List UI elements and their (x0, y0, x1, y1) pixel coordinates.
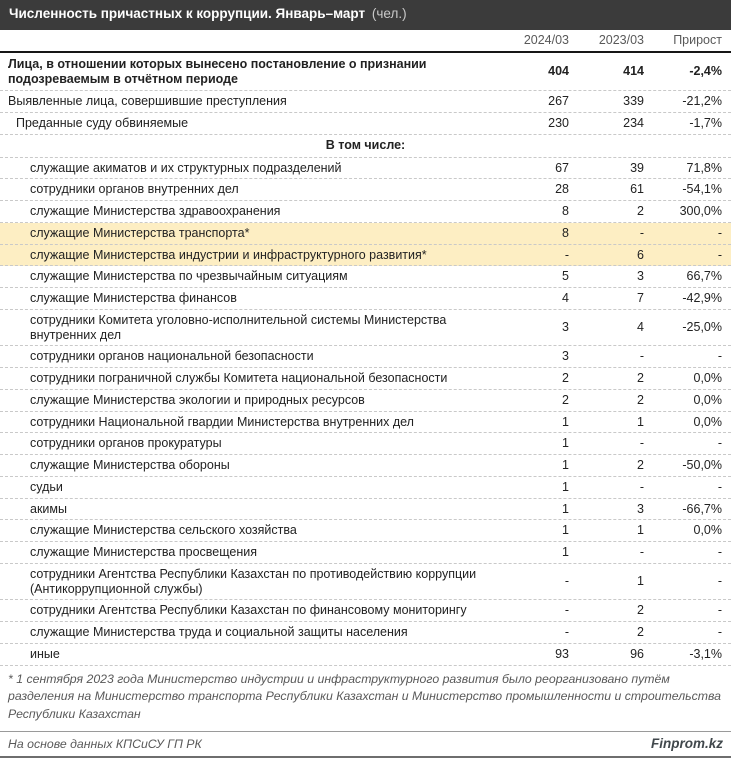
row-label: Лица, в отношении которых вынесено постановление о признании подозреваемым в отчётном периоде (8, 56, 427, 86)
row-value-2024: - (564, 603, 569, 618)
table-row (0, 266, 731, 288)
table-row (0, 499, 731, 521)
row-value-growth: -42,9% (682, 291, 722, 306)
row-label: служащие Министерства сельского хозяйства (30, 523, 297, 538)
row-value-2023: 2 (637, 204, 644, 219)
row-value-growth: - (717, 574, 722, 589)
title-unit: (чел.) (371, 6, 407, 21)
table-row (0, 390, 731, 412)
row-value-2024: 5 (562, 269, 569, 284)
row-label: Выявленные лица, совершившие преступления (8, 94, 287, 109)
table-row (0, 412, 731, 434)
row-value-growth: 71,8% (686, 160, 722, 175)
row-value-growth: -2,4% (689, 64, 722, 79)
row-label: Преданные суду обвиняемые (16, 116, 189, 131)
column-header-2024-03: 2024/03 (523, 32, 569, 47)
row-value-2023: 2 (637, 458, 644, 473)
table-row (0, 520, 731, 542)
row-value-growth: -54,1% (682, 182, 722, 197)
row-value-2024: 1 (562, 436, 569, 451)
table-row (0, 644, 731, 666)
row-value-2023: - (639, 436, 644, 451)
row-value-2024: 1 (562, 414, 569, 429)
row-label: служащие Министерства просвещения (30, 545, 257, 560)
table-row (0, 91, 731, 113)
row-value-2024: 93 (555, 646, 569, 661)
table-row (0, 113, 731, 135)
table-row (0, 245, 731, 267)
row-value-2024: 230 (548, 116, 569, 131)
row-label: сотрудники Национальной гвардии Министерства внутренних дел (30, 414, 414, 429)
row-value-growth: -21,2% (682, 94, 722, 109)
row-value-2024: - (564, 625, 569, 640)
table-row (0, 368, 731, 390)
row-label: сотрудники органов прокуратуры (30, 436, 222, 451)
row-label: сотрудники пограничной службы Комитета национальной безопасности (30, 371, 448, 386)
row-label: сотрудники Комитета уголовно-исполнительной системы Министерства внутренних дел (30, 312, 447, 342)
row-value-growth: - (717, 625, 722, 640)
footer (0, 731, 731, 758)
row-value-2023: 2 (637, 371, 644, 386)
row-value-growth: - (717, 349, 722, 364)
row-value-2024: 267 (548, 94, 569, 109)
row-value-growth: - (717, 225, 722, 240)
row-value-2023: 1 (637, 574, 644, 589)
row-value-2024: 4 (562, 291, 569, 306)
row-value-growth: -3,1% (689, 646, 722, 661)
row-label: иные (30, 646, 60, 661)
row-value-2023: 234 (623, 116, 644, 131)
row-value-growth: -1,7% (689, 116, 722, 131)
title-bar (0, 0, 731, 30)
row-value-2023: 3 (637, 269, 644, 284)
row-value-growth: - (717, 479, 722, 494)
column-header-row (0, 30, 731, 53)
table-row (0, 201, 731, 223)
row-label: служащие Министерства транспорта* (30, 225, 250, 240)
table-row (0, 53, 731, 92)
row-value-2024: 404 (548, 64, 569, 79)
table-row (0, 179, 731, 201)
row-value-2024: 1 (562, 523, 569, 538)
row-value-2023: 39 (630, 160, 644, 175)
row-value-2023: 339 (623, 94, 644, 109)
footnote: * 1 сентября 2023 года Министерство индустрии и инфраструктурного развития было реорганизовано путём разделения на Министерство транспорта Республики Казахстан и Министерство промышленности и строительства Республики Казахстан (8, 671, 721, 722)
row-value-2024: - (564, 574, 569, 589)
row-value-growth: -25,0% (682, 320, 722, 335)
row-label: акимы (30, 501, 67, 516)
row-value-2024: 1 (562, 501, 569, 516)
table-row (0, 600, 731, 622)
row-value-2023: 4 (637, 320, 644, 335)
table-row (0, 288, 731, 310)
row-value-growth: - (717, 436, 722, 451)
row-value-2024: 28 (555, 182, 569, 197)
row-value-2023: 2 (637, 603, 644, 618)
brand-logo: Finprom.kz (650, 736, 723, 752)
row-value-growth: 0,0% (693, 523, 722, 538)
row-value-2023: 3 (637, 501, 644, 516)
table-row (0, 542, 731, 564)
row-value-2023: 414 (623, 64, 644, 79)
table-row (0, 223, 731, 245)
row-value-2024: 1 (562, 479, 569, 494)
table-body (0, 53, 731, 666)
row-label: судьи (30, 479, 63, 494)
row-value-2023: - (639, 225, 644, 240)
column-header-growth: Прирост (673, 32, 722, 47)
row-label: служащие Министерства экологии и природных ресурсов (30, 392, 365, 407)
row-value-2024: 1 (562, 545, 569, 560)
row-value-2023: 61 (630, 182, 644, 197)
row-label: служащие Министерства труда и социальной защиты населения (30, 625, 408, 640)
row-value-growth: -50,0% (682, 458, 722, 473)
row-value-growth: - (717, 603, 722, 618)
table-row (0, 310, 731, 347)
row-value-growth: 0,0% (693, 392, 722, 407)
row-value-2023: 2 (637, 625, 644, 640)
row-value-2023: - (639, 349, 644, 364)
row-value-2024: 8 (562, 225, 569, 240)
row-value-2024: 2 (562, 371, 569, 386)
row-value-2024: 3 (562, 349, 569, 364)
page-title: Численность причастных к коррупции. Январь–март (9, 6, 366, 21)
table-row (0, 433, 731, 455)
row-value-2023: 1 (637, 414, 644, 429)
row-value-2023: 1 (637, 523, 644, 538)
row-value-2023: 6 (637, 247, 644, 262)
row-value-growth: 66,7% (686, 269, 722, 284)
row-label: служащие Министерства финансов (30, 291, 237, 306)
row-value-growth: 0,0% (693, 414, 722, 429)
row-value-2023: 2 (637, 392, 644, 407)
table-row (0, 455, 731, 477)
table-row (0, 477, 731, 499)
row-value-2024: 3 (562, 320, 569, 335)
row-value-growth: -66,7% (682, 501, 722, 516)
table-row (0, 622, 731, 644)
row-value-2024: - (564, 247, 569, 262)
row-label: служащие акиматов и их структурных подразделений (30, 160, 342, 175)
source-note: На основе данных КПСиСУ ГП РК (8, 736, 202, 751)
table-row (0, 158, 731, 180)
row-value-2024: 8 (562, 204, 569, 219)
row-value-growth: - (717, 247, 722, 262)
row-value-2023: 96 (630, 646, 644, 661)
row-label: служащие Министерства обороны (30, 458, 230, 473)
row-label: сотрудники органов внутренних дел (30, 182, 239, 197)
table-row (0, 346, 731, 368)
column-header-2023-03: 2023/03 (598, 32, 644, 47)
row-value-2024: 67 (555, 160, 569, 175)
row-value-2024: 2 (562, 392, 569, 407)
row-label: служащие Министерства по чрезвычайным ситуациям (30, 269, 348, 284)
row-value-growth: 0,0% (693, 371, 722, 386)
row-label: служащие Министерства индустрии и инфраструктурного развития* (30, 247, 427, 262)
row-value-growth: - (717, 545, 722, 560)
row-value-2023: - (639, 545, 644, 560)
row-value-2023: 7 (637, 291, 644, 306)
table-row (0, 564, 731, 601)
row-label: сотрудники Агентства Республики Казахстан по противодействию коррупции (Антикоррупционной службы) (30, 566, 477, 596)
row-label: сотрудники органов национальной безопасности (30, 349, 314, 364)
row-value-growth: 300,0% (679, 204, 722, 219)
row-value-2023: - (639, 479, 644, 494)
row-label: служащие Министерства здравоохранения (30, 204, 281, 219)
row-value-2024: 1 (562, 458, 569, 473)
row-label: сотрудники Агентства Республики Казахстан по финансовому мониторингу (30, 603, 467, 618)
section-divider: В том числе: (0, 135, 731, 158)
